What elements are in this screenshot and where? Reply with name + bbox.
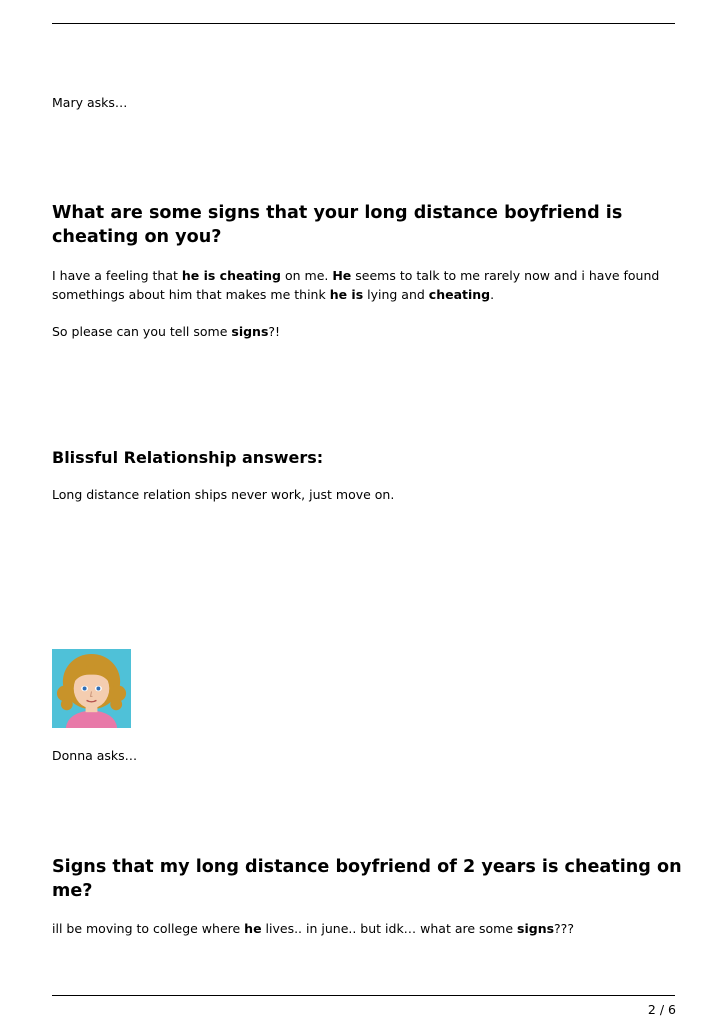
avatar-eye-right (96, 687, 100, 691)
page-number: 2 / 6 (647, 1002, 676, 1017)
asker-mary: Mary asks… (52, 95, 128, 110)
question-body-line-1: I have a feeling that he is cheating on me. He seems to talk to me rarely now and i have found (52, 268, 660, 283)
asker-donna: Donna asks… (52, 748, 138, 763)
avatar-eye-left (83, 687, 87, 691)
question-body-line-2: somethings about him that makes me think he is lying and cheating. (52, 287, 495, 302)
avatar (52, 649, 131, 728)
answerer-heading: Blissful Relationship answers: (52, 448, 324, 467)
question-body-line-3: So please can you tell some signs?! (52, 324, 281, 339)
question-title-1: What are some signs that your long distance boyfriend is cheating on you? (52, 203, 623, 247)
footer-rule (52, 995, 675, 996)
avatar-hair-curl-right-low (110, 698, 122, 710)
answer-text: Long distance relation ships never work, just move on. (52, 487, 395, 502)
question-body-2: ill be moving to college where he lives.. in june.. but idk… what are some signs??? (52, 921, 574, 936)
avatar-hair-curl-left-low (61, 698, 73, 710)
header-rule (52, 23, 675, 24)
question-title-2: Signs that my long distance boyfriend of 2 years is cheating on me? (52, 857, 682, 901)
